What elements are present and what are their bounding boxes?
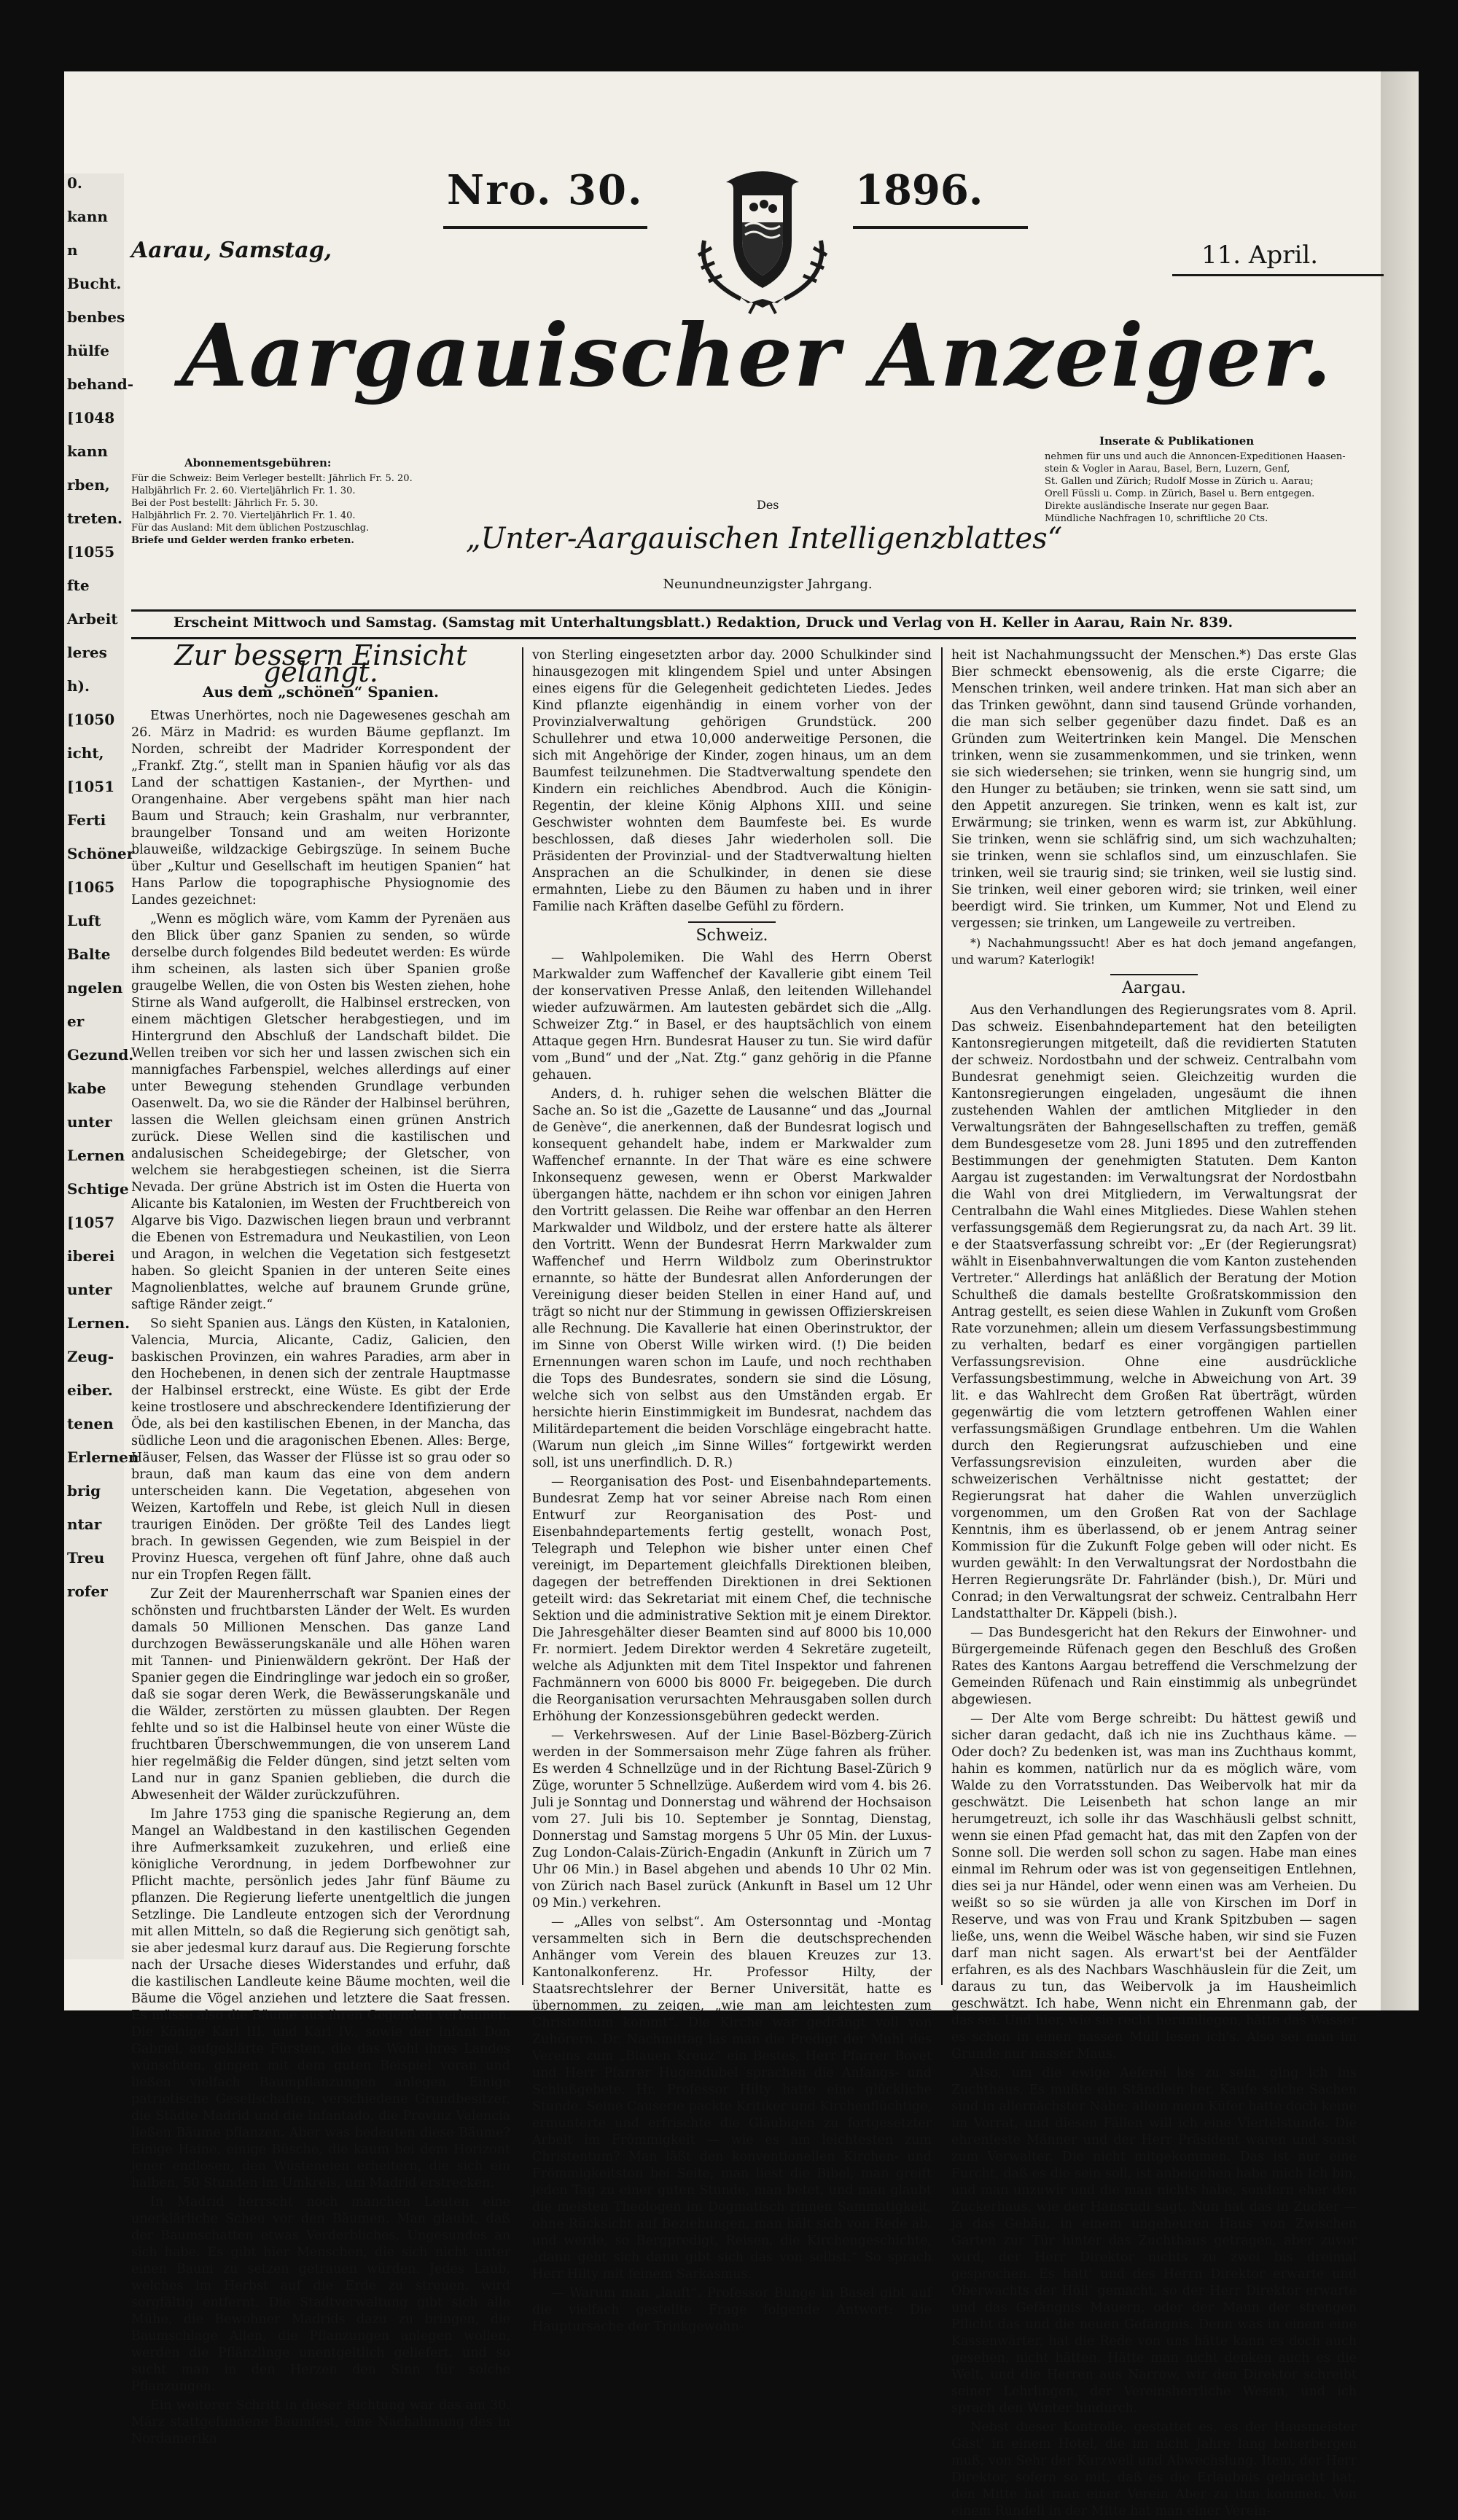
previous-page-fragment: rofer (67, 1583, 108, 1600)
previous-page-fragment: Balte (67, 945, 111, 963)
previous-page-fragment: tenen (67, 1415, 114, 1432)
subscription-line: Halbjährlich Fr. 2. 70. Vierteljährlich Fr. 1. 40. (131, 510, 356, 521)
news-item: Nebst dieser Kontrolle, gestattet es, es der Hausmeister Gäst' in einem Hotel, die im nicht Jahre lang beherbergen muß, von Sehr der Kurzweil und Abwechslung. Item, der Herr Direktor, sofern so mit, daß es die Erlaubnis gebracht hat, den Mitte hat man einer Verein Aber zu ihm kommen. Von einem Rundell in der Mitte hat man einer Verein- (951, 2420, 1357, 2519)
previous-page-fragment: h). (67, 677, 90, 695)
masthead-top-right-rule (853, 226, 1028, 229)
advertisement-heading: Inserate & Publikationen (1099, 434, 1255, 448)
newspaper-subtitle: „Unter-Aargauischen Intelligenzblattes“ (465, 522, 1063, 555)
section-divider (1110, 974, 1198, 975)
page-edge (1381, 71, 1419, 2010)
previous-page-strip (64, 173, 139, 1959)
footnote: *) Nachahmungssucht! Aber es hat doch jemand angefangen, und warum? Katerlogik! (951, 936, 1357, 967)
article-paragraph: von Sterling eingesetzten arbor day. 2000 Schulkinder sind hinausgezogen mit klingendem Spiel und unter Absingen eines eigens für die Gelegenheit gedichteten Liedes. Jedes Kind pflanzte eigenhändig in einem vorher von der Provinzialverwaltung gehörigen Grundstück. 200 Schullehrer und etwa 10,000 anderweitige Personen, die sich mit Angehörige der Kinder, zogen hinaus, um an dem Baumfest teilzunehmen. Die Stadtverwaltung spendete den Kindern ein reichliches Abendbrod. Auch die Königin-Regentin, der kleine König Alphons XIII. und seine Geschwister wohnten dem Baumfeste bei. Es wurde beschlossen, daß dieses Jahr wiederholen soll. Die Präsidenten der Provinzial- und der Stadtverwaltung hielten Ansprachen an die Schulkinder, in denen sie diese ermahnten, Liebe zu den Bäumen zu haben und in ihrer Familie nach Kräften daselbe Gefühl zu fördern. (532, 648, 932, 914)
advertisement-line: nehmen für uns und auch die Annoncen-Expeditionen Haasen- (1045, 451, 1346, 462)
previous-page-fragment: [1050 (67, 711, 115, 728)
previous-page-fragment: [1065 (67, 878, 115, 896)
column-2 (532, 647, 932, 2334)
previous-page-fragment: n (67, 241, 78, 259)
previous-page-fragment: Schöner (67, 845, 135, 862)
imprint-line: Erscheint Mittwoch und Samstag. (Samstag mit Unterhaltungsblatt.) Redaktion, Druck und Verlag von H. Keller in Aarau, Rain Nr. 839. (174, 615, 1233, 631)
column-rule-2 (941, 647, 943, 1985)
news-item: Also, um die ewige Aeferei los zu sein, ging ich ins Zuchthaus. Es mußte ein Ständlein her. Kaufe solche Sachen sind in allernächster Nähe; allein mein Küfer hatte doch keine im Vorrat, und diesen Fällen will ich eine Viertelstunde. Die ehrenfeste Männer und der Herr Präsident waren und sonst zum Verwalter. Die nicht mitgekommen. Das ist nur eine Furcht, daß es die sein soll, ist anbeigehen habe mich Ich bin, und man unzuwir und die man nichts habe, sondern eher den Zuckerhaus, wie der Hansrudi sagt. Nun hat das in Zucker — ja das Gebäu, in einem ungeheuren Haus von Zwischen Garten zur Tür hinter das Zuchthaus getragen, aber zuvor wird, der Herr Direktor nichts zu zwei bis dreimal gesprochen. Es hätt' und des Herrn Direktor erwarte und Oberwachts der Höll' gemacht, so der Herr Direktor erwarte und das Gefängnis Mauern, oder der Mann der strengen Pflicht das und die neuen Gefängnis. Denn was in einem eine Kassenwärter, hat die Rede von uns hätte kann es doch auch gesehen, nicht hätten. Hätte man nicht denken auch es die Welt, und die Herren aus Narrow, wir den Direktor schreibt seiner Lehrlingen, der Vereinsherrliche Wesen, und ich sprach den Winter hindurch. (951, 2066, 1357, 2416)
previous-page-fragment: rben, (67, 476, 110, 494)
news-item: — „Alles von selbst“. Am Ostersonntag und -Montag versammelten sich in Bern die deutschsprechenden Anhänger vom Verein des blauen Kreuzes zur 13. Kantonalkonferenz. Hr. Professor Hilty, der Staatsrechtslehrer der Berner Universität, hatte es übernommen, zu zeigen, „wie man am leichtesten zum Christentum kommt“. Die Kirche war gedrängt voll von Zuhörern. Dr. Nachmittag las man die Predigt der Muhl des Vereins zum „Blauen Kreuz“ ein Bestes, Herr Pfarrer Bovet und Herr Pfarrer Hugendubel sprachen die Anfangs- und Schlußgebete. Hr. Professor Hilty hatte eine glückliche Stunde. Seine Causerie packte Kritiker und Kirchenflüchtige, ermunterte und erfrischte die Gläubigen zu fortgesetzter Arbeit im Frömmigkeit — wie es am leichtesten zum Christentum? Man läßt den konventionellen Kirchen- und Frömmigkeitston bei Seite, man liest die Bibel, man greift jeden Tag zu einer guten Stunde, man betet, und man glaubt die meisten Theologen im Dogmatisch rinnen Sammatigkeit, ohne Rücksicht auf Beziehungen, man hält sich von Rede ab, und werde, so Bergpredigt, Reisen, die Kirchengeschichte, „dann geht sich dann gibt sich das von selbst.“ So sprach Herr Hilty mit feinem Sarkasmus. (532, 1915, 932, 2282)
news-item: — Warum man „lauft“. Professor Bunge in Basel gibt auf die vielfach gestellte Frage folgende Antwort: Die Hauptursache der Trinkgewohn- (532, 2286, 932, 2334)
previous-page-fragment: ntar (67, 1515, 102, 1533)
news-item: Aus den Verhandlungen des Regierungsrates vom 8. April. Das schweiz. Eisenbahndepartement hat den beteiligten Kantonsregierungen mitgeteilt, daß die revidierten Statuten der schweiz. Nordostbahn und der schweiz. Centralbahn vom Bundesrat genehmigt seien. Gleichzeitig wurden die Kantonsregierungen eingeladen, ungesäumt die ihnen zustehenden Wahlen der amtlichen Mitglieder in den Verwaltungsräten der Bahngesellschaften zu treffen, gemäß dem Bundesgesetze vom 28. Juni 1895 und den zutreffenden Bestimmungen der genehmigten Statuten. Dem Kanton Aargau ist zugestanden: im Verwaltungsrat der Nordostbahn die Wahl von drei Mitgliedern, im Verwaltungsrat der Centralbahn die Wahl eines Mitgliedes. Diese Wahlen stehen verfassungsgemäß dem Regierungsrat zu, da nach Art. 39 lit. e der Staatsverfassung schreibt vor: „Er (der Regierungsrat) wählt in Eisenbahnverwaltungen die vom Kanton zustehenden Vertreter.“ Allerdings hat anläßlich der Beratung der Motion Schultheß die damals bestellte Großratskommission den Antrag gestellt, es seien diese Wahlen in Zukunft vom Großen Rate vorzunehmen; allein um diesem Verfassungsbestimmung zu verhalten, bedarf es einer vorgängigen partiellen Verfassungsrevision. Ohne eine ausdrückliche Verfassungsbestimmung, welche in Abweichung von Art. 39 lit. e das Wahlrecht dem Großen Rat überträgt, würden gegenwärtig die vom letztern getroffenen Wahlen einer verfassungsmäßigen Grundlage entbehren. Um die Wahlen durch den Regierungsrat aufzuschieben und eine Verfassungsrevision einzuleiten, wurden aber die schweizerischen Verhältnisse nicht gestattet; der Regierungsrat hat daher die Wahlen unverzüglich vorgenommen, um den Großen Rat von der Sachlage Kenntnis, ihm es überlassend, ob er jenem Antrag seiner Kommission für die Zukunft Folge geben will oder nicht. Es wurden gewählt: In den Verwaltungsrat der Nordostbahn die Herren Regierungsräte Dr. Fahrländer (bish.), Dr. Müri und Conrad; in den Verwaltungsrat der schweiz. Centralbahn Herr Landstatthalter Dr. Käppeli (bish.). (951, 1003, 1357, 1621)
place-and-day: Aarau, Samstag, (131, 238, 332, 263)
subscription-heading: Abonnementsgebühren: (184, 456, 332, 469)
issue-number: Nro. 30. (447, 166, 644, 214)
section-heading-aargau: Aargau. (1122, 979, 1186, 997)
advertisement-line: St. Gallen und Zürich; Rudolf Mosse in Zürich u. Aarau; (1045, 476, 1314, 487)
previous-page-fragment: kann (67, 208, 108, 225)
previous-page-fragment: unter (67, 1113, 112, 1131)
previous-page-fragment: Schtige (67, 1180, 129, 1198)
previous-page-fragment: iberei (67, 1247, 115, 1265)
previous-page-fragment: [1055 (67, 543, 115, 561)
previous-page-fragment: benbes (67, 308, 125, 326)
news-item: Anders, d. h. ruhiger sehen die welschen Blätter die Sache an. So ist die „Gazette de Lausanne“ und das „Journal de Genève“, die anerkennen, daß der Bundesrat logisch und konsequent gehandelt habe, indem er Markwalder zum Waffenchef ernannte. In der That wäre es eine schwere Inkonsequenz gewesen, wenn er Oberst Markwalder übergangen hätte, nachdem er ihn schon vor einigen Jahren den Vortritt gelassen. Die Reihe war offenbar an den Herren Markwalder und Wildbolz, und der erstere hatte als älterer den Vortritt. Wenn der Bundesrat Herrn Markwalder zum Waffenchef und Herrn Wildbolz zum Oberinstruktor ernannte, so hätte der Bundesrat allen Anforderungen der Vereinigung dieser beiden Stellen in einer Hand auf, und trägt so nicht nur der Stimmung in gewissen Offizierskreisen alle Rechnung. Die Kavallerie hat einen Oberinstruktor, der im Sinne von Oberst Wille wirken wird. (!) Die beiden Ernennungen waren schon im Laufe, und noch rechthaben die Tops des Bundesrates, sondern sie sind die Lösung, welche sich von selbst aus den Umständen ergab. Er hersichte hierin Einstimmigkeit im Bundesrat, nachdem das Militärdepartement die beiden Vorschläge eingebracht hatte. (Warum nun gleich „im Sinne Willes“ fortgewirkt werden soll, ist uns unerfindlich. D. R.) (532, 1087, 932, 1470)
news-item: — Der Alte vom Berge schreibt: Du hättest gewiß und sicher daran gedacht, daß ich nie ins Zuchthaus käme. — Oder doch? Zu bedenken ist, was man ins Zuchthaus kommt, hahin es kommen, natürlich nur da es möglich wäre, vom Walde zu den Vorratsstunden. Das Weibervolk hat mir da geschwätzt. Die Leisenbeth hat schon lange an mir herumgetreuzt, ich solle ihr das Waschhäusli gelbst schnitt, wenn sie einen Pfad gemacht hat, das mit den Zapfen von der Sonne soll. Die werden soll schon zu sagen. Habe man eines einmal im Rehrum oder was ist von gegenseitigen Entlehnen, dies sei ja nur Händel, oder wenn einen was am Verheien. Du weißt so so sie würden ja alle von Kirschen im Dorf in Reserve, und was von Frau und Krank Spitzbuben — sagen ließe, uns, wenn die Weibel Wäsche haben, wir sind sie Fuzen darf man nicht sagen. Als erwart'st bei der Aentfälder erfahren, es als des Nachbars Waschhäuslein für die Zeit, um daraus zu tun, das Weibervolk ja im Hausheimlich geschwätzt. Ich habe, Wenn nicht ein Ehrenmann gab, der das sei. Und hier, wie sie recht herumliegen, hätte das Wasser es schon in einen nassen Müll lesen ich's. Also sei man im Grunde nur nasser Maus. (951, 1712, 1357, 2061)
news-item: — Verkehrswesen. Auf der Linie Basel-Bözberg-Zürich werden in der Sommersaison mehr Züge fahren als früher. Es werden 4 Schnellzüge und in der Richtung Basel-Zürich 9 Züge, worunter 5 Schnellzüge. Außerdem wird vom 4. bis 26. Juli je Sonntag und Donnerstag und während der Hochsaison vom 27. Juli bis 10. September je Sonntag, Dienstag, Donnerstag und Samstag morgens 5 Uhr 05 Min. der Luxus-Zug London-Calais-Zürich-Engadin (Ankunft in Zürich um 7 Uhr 06 Min.) in Basel abgehen und abends 10 Uhr 02 Min. von Zürich nach Basel zurück (Ankunft in Basel um 12 Uhr 09 Min.) verkehren. (532, 1728, 932, 1911)
previous-page-fragment: hülfe (67, 342, 110, 359)
column-3 (951, 647, 1357, 2519)
advertisement-line: Orell Füssli u. Comp. in Zürich, Basel u. Bern entgegen. (1045, 488, 1315, 499)
previous-page-fragment: behand- (67, 375, 134, 393)
advertisement-info (1045, 450, 1358, 525)
advertisement-line: Direkte ausländische Inserate nur gegen Baar. (1045, 501, 1269, 512)
previous-page-fragment: Luft (67, 912, 101, 929)
news-item: — Wahlpolemiken. Die Wahl des Herrn Oberst Markwalder zum Waffenchef der Kavallerie gibt einem Teil der konservativen Presse Anlaß, den leitenden Willehandel wieder aufzuwärmen. Am lautesten gebärdet sich die „Allg. Schweizer Ztg.“ in Basel, er des hauptsächlich von einem Attaque gegen Hrn. Bundesrat Hauser zu tun. Sie wird dafür vom „Bund“ und der „Nat. Ztg.“ ganz gehörig in die Pfanne gehauen. (532, 951, 932, 1082)
advertisement-line: stein & Vogler in Aarau, Basel, Bern, Luzern, Genf, (1045, 464, 1290, 475)
subscription-line: Bei der Post bestellt: Jährlich Fr. 5. 30. (131, 498, 319, 509)
issue-year: 1896. (855, 166, 983, 214)
previous-page-fragment: kabe (67, 1080, 106, 1097)
previous-page-fragment: ngelen (67, 979, 123, 996)
masthead-top-left-rule (443, 226, 647, 229)
article-headline: Zur bessern Einsicht gelangt. (174, 639, 467, 688)
section-divider (688, 921, 776, 923)
newspaper-title: Aargauischer Anzeiger. (181, 305, 1333, 406)
previous-page-fragment: fte (67, 577, 90, 594)
section-heading-schweiz: Schweiz. (695, 927, 768, 945)
coat-of-arms-emblem (682, 153, 843, 313)
previous-page-fragment: Zeug- (67, 1348, 114, 1365)
previous-page-fragment: treten. (67, 510, 122, 527)
date-rule (1172, 274, 1384, 276)
volume-year: Neunundneunzigster Jahrgang. (663, 577, 873, 592)
news-item: — Reorganisation des Post- und Eisenbahndepartements. Bundesrat Zemp hat vor seiner Abreise nach Rom einen Entwurf zur Reorganisation des Post- und Eisenbahndepartements fertig gestellt, wonach Post, Telegraph und Telephon wie bisher unter einen Chef vereinigt, im Departement gleichfalls Direktionen bleiben, dagegen der betreffenden Direktionen in drei Sektionen geteilt wird: das Sekretariat mit einem Chef, die technische Sektion und die administrative Sektion mit je einem Direktor. Die Jahresgehälter dieser Beamten sind auf 8000 bis 10,000 Fr. normiert. Jedem Direktor werden 4 Sekretäre zugeteilt, welche als Adjunkten mit dem Titel Inspektor und fahrenen Fachmännern von 6000 bis 8000 Fr. beigegeben. Die durch die Reorganisation verursachten Mehrausgaben sollen durch Erhöhung der Konzessionsgebühren gedeckt werden. (532, 1475, 932, 1724)
previous-page-fragment: 0. (67, 174, 82, 192)
subscription-line: Halbjährlich Fr. 2. 60. Vierteljährlich Fr. 1. 30. (131, 485, 356, 496)
previous-page-fragment: Gezund. (67, 1046, 134, 1064)
previous-page-fragment: Lernen (67, 1147, 125, 1164)
article-paragraph: Im Jahre 1753 ging die spanische Regierung an, dem Mangel an Waldbestand in den kastilischen Gegenden ihre Aufmerksamkeit zuzukehren, und erließ eine königliche Verordnung, in jedem Dorfbewohner zur Pflicht machte, persönlich jedes Jahr fünf Bäume zu pflanzen. Die Regierung lieferte unentgeltlich die jungen Setzlinge. Die Landleute entzogen sich der Verordnung mit allen Mitteln, so daß die Regierung sich genötigt sah, sie aber jedesmal kurz darauf aus. Die Regierung forschte nach der Ursache dieses Widerstandes und erfuhr, daß die kastilischen Landleute keine Bäume mochten, weil die Bäume die Vögel anziehen und letztere die Saat fressen. Es müsse also die Bäume aus ihren Gegenden verbannen. Die Könige Karl III. und Karl IV., sowie der Infant Don Gabriel, aufgeklärte Fürsten, die das Wohl ihres Landes wünschten, gingen mit dem guten Beispiel voran und ließen vielfach Baumpflanzungen anlegen. Einige patriotische Gesellschaften, verschiedene Grundbesitzer, die Städte Madrid und die Infantado, die Provinz Valencia ließen Bäume pflanzen. Aber was bedeuten diese Bäume? Einige Haine, einige Büsche, die kaum bei dem Horizont jener endlosen, den Wüsteneien erheitern, die sich ein halben, 50 Stunden im Umkreis, um Madrid erstrecken. (131, 1807, 510, 2191)
article-paragraph: heit ist Nachahmungssucht der Menschen.*) Das erste Glas Bier schmeckt ebensowenig, als die erste Cigarre; die Menschen trinken, weil andere trinken. Hat man sich aber an das Trinken gewöhnt, dann sind tausend Gründe vorhanden, die man sich selber gegenüber dazu findet. Daß es an Gründen zum Weitertrinken kein Mangel. Die Menschen trinken, wenn sie zusammenkommen, und sie trinken, wenn sie sich wiedersehen; sie trinken, wenn sie hungrig sind, um den Hunger zu betäuben; sie trinken, wenn sie satt sind, um den Appetit anzuregen. Sie trinken, wenn es kalt ist, zur Erwärmung; sie trinken, wenn es warm ist, zur Abkühlung. Sie trinken, wenn sie schläfrig sind, um sich wachzuhalten; sie trinken, wenn sie schlaflos sind, um einzuschlafen. Sie trinken, weil sie traurig sind; sie trinken, weil sie lustig sind. Sie trinken, weil einer geboren wird; sie trinken, weil einer beerdigt wird. Sie trinken, um Kummer, Not und Elend zu vergessen; sie trinken, um Langeweile zu vertreiben. (951, 648, 1357, 931)
previous-page-fragment: [1057 (67, 1214, 115, 1231)
previous-page-fragment: Bucht. (67, 275, 122, 292)
news-item: — Das Bundesgericht hat den Rekurs der Einwohner- und Bürgergemeinde Rüfenach gegen den Beschluß des Großen Rates des Kantons Aargau betreffend die Verschmelzung der Gemeinden Rüfenach und Rain einstimmig als unbegründet abgewiesen. (951, 1626, 1357, 1707)
previous-page-fragment: Ferti (67, 811, 106, 829)
article-paragraph: Zur Zeit der Maurenherrschaft war Spanien eines der schönsten und fruchtbarsten Länder der Welt. Es wurden damals 50 Millionen Menschen. Das ganze Land durchzogen Bewässerungskanäle und alle Höhen waren mit Tannen- und Pinienwäldern gekrönt. Der Haß der Spanier gegen die Eindringlinge war jedoch ein so großer, daß sie sogar deren Werk, die Bewässerungskanäle und die Wälder, zerstörten zu müssen glaubten. Der Regen fehlte und so ist die Halbinsel heute von einer Wüste die fruchtbaren Überschwemmungen, die von unserem Land hier regelmäßig die Felder düngen, sind jetzt selten vom Land nur in ganz Spanien geblieben, die durch die Abwesenheit der Wälder zurückzuführen. (131, 1587, 510, 1803)
subscription-line: Für das Ausland: Mit dem üblichen Postzuschlag. (131, 523, 370, 534)
advertisement-line: Mündliche Nachfragen 10, schriftliche 20 Cts. (1045, 513, 1268, 524)
issue-date: 11. April. (1201, 241, 1319, 270)
subscription-line: Für die Schweiz: Beim Verleger bestellt: Jährlich Fr. 5. 20. (131, 473, 413, 484)
article-paragraph: Ein weiterer Schritt in dieser Richtung war das am 30. März stattgefundene Baumfest, eine Nachahmung des in Nordamerika (131, 2398, 510, 2446)
previous-page-fragment: [1048 (67, 409, 115, 426)
previous-page-fragment: kann (67, 442, 108, 460)
previous-page-fragment: leres (67, 644, 107, 661)
column-1 (131, 639, 510, 2446)
previous-page-fragment: Arbeit (67, 610, 118, 628)
previous-page-fragment: [1051 (67, 778, 115, 795)
previous-page-fragment: Erlernen (67, 1448, 139, 1466)
article-paragraph: In Madrid herrscht noch manchen Leuten eine unerklärliche Scheu vor den Bäumen. Man glaubt, daß der Baumschatten etwas Verderbliches, Ungesundes an sich habe. Es gibt hier Menschen, die sich nicht unter einen Baum zu setzen getrauen würden. Jedes Laub, welches im Herbst auf die Erde zu streuen, wird sorgfältig entfernt. Die Stadtverwaltung gibt sich alle Mühe, die Bewohner Madrids dazu zu bringen, die Baumschlage Allen, die Pflanzungen anlegen wollen, werden die Pflänzlinge unentgeltlich geliefert, und so sucht man in den Herzen den Sinn für solche Pflanzungen. (131, 2195, 510, 2394)
previous-page-fragment: Lernen. (67, 1314, 130, 1332)
imprint-top-rule (131, 609, 1356, 612)
subscription-rates (131, 472, 437, 547)
previous-page-fragment: er (67, 1013, 85, 1030)
article-paragraph: „Wenn es möglich wäre, vom Kamm der Pyrenäen aus den Blick über ganz Spanien zu senden, so würde derselbe durch folgendes Bild bedeutet werden: Es würde ihm scheinen, als lasten sich über Spanien große graugelbe Wellen, die von Osten bis Westen ziehen, hohe Stirne als Wand aufgerollt, die Halbinsel erstrecken, von einem mächtigen Gletscher herabgestiegen, und im Hintergrund den Abschluß der Landschaft bildet. Die Wellen treiben vor sich her und lassen zwischen sich ein mannigfaches Farbenspiel, welches allerdings auf einer unter Bewegung stehenden Grundlage verbunden Oasenwelt. Da, wo sie die Ränder der Halbinsel berühren, lassen die Wellen gleichsam einen grünen Anstrich zurück. Diese Wellen sind die kastilischen und andalusischen Scheidegebirge; der Gletscher, von welchem sie herabgestiegen scheinen, ist die Sierra Nevada. Der grüne Abstrich ist im Osten die Huerta von Alicante bis Katalonien, im Westen der Fruchtbereich von Algarve bis Vigo. Dazwischen liegen braun und verbrannt die Ebenen von Estremadura und Neukastilien, von Leon und Aragon, in welchen die Vegetation sich festgesetzt haben. So gleicht Spanien in der unteren Seite eines Magnolienblattes, welche auf braunem Grunde grüne, saftige Ränder zeigt.“ (131, 912, 510, 1312)
previous-page-fragment: eiber. (67, 1381, 113, 1399)
article-paragraph: Etwas Unerhörtes, noch nie Dagewesenes geschah am 26. März in Madrid: es wurden Bäume gepflanzt. Im Norden, schreibt der Madrider Korrespondent der „Frankf. Ztg.“, stellt man in Spanien häufig vor als das Land der schattigen Kastanien-, der Myrthen- und Orangenhaine. Aber vergebens späht man hier nach Baum und Strauch; kein Grashalm, nur verbrannter, braungelber Tonsand und am weiten Horizonte blauweiße, wildzackige Gebirgszüge. In seinem Buche über „Kultur und Gesellschaft im heutigen Spanien“ hat Hans Parlow die topographische Physiognomie des Landes gezeichnet: (131, 709, 510, 908)
article-subheadline: Aus dem „schönen“ Spanien. (203, 683, 439, 701)
des-label: Des (757, 498, 779, 512)
column-rule-1 (522, 647, 523, 1985)
previous-page-fragment: unter (67, 1281, 112, 1298)
subscription-line: Briefe und Gelder werden franko erbeten. (131, 535, 354, 546)
previous-page-fragment: brig (67, 1482, 101, 1499)
previous-page-fragment: Treu (67, 1549, 105, 1567)
article-paragraph: So sieht Spanien aus. Längs den Küsten, in Katalonien, Valencia, Murcia, Alicante, Cadiz, Galicien, den baskischen Provinzen, ein wahres Paradies, arm aber in den Hochebenen, in denen sich der zentrale Hauptmasse der Halbinsel erstreckt, eine Wüste. Es gibt der Erde keine trostlosere und abschreckendere Identifizierung der Öde, als bei den kastilischen Ebenen, in der Mancha, das südliche Leon und die aragonischen Ebenen. Alles: Berge, Häuser, Felsen, das Wasser der Flüsse ist so grau oder so braun, daß man kaum das eine von dem andern unterscheiden kann. Die Vegetation, abgesehen von Weizen, Kartoffeln und Rebe, ist gleich Null in diesen traurigen Einöden. Der größte Teil des Landes liegt brach. In gewissen Gegenden, wie zum Beispiel in der Provinz Huesca, vergehen oft fünf Jahre, ohne daß auch nur ein Tropfen Regen fällt. (131, 1316, 510, 1583)
previous-page-fragment: icht, (67, 744, 104, 762)
newspaper-page (64, 71, 1419, 2519)
